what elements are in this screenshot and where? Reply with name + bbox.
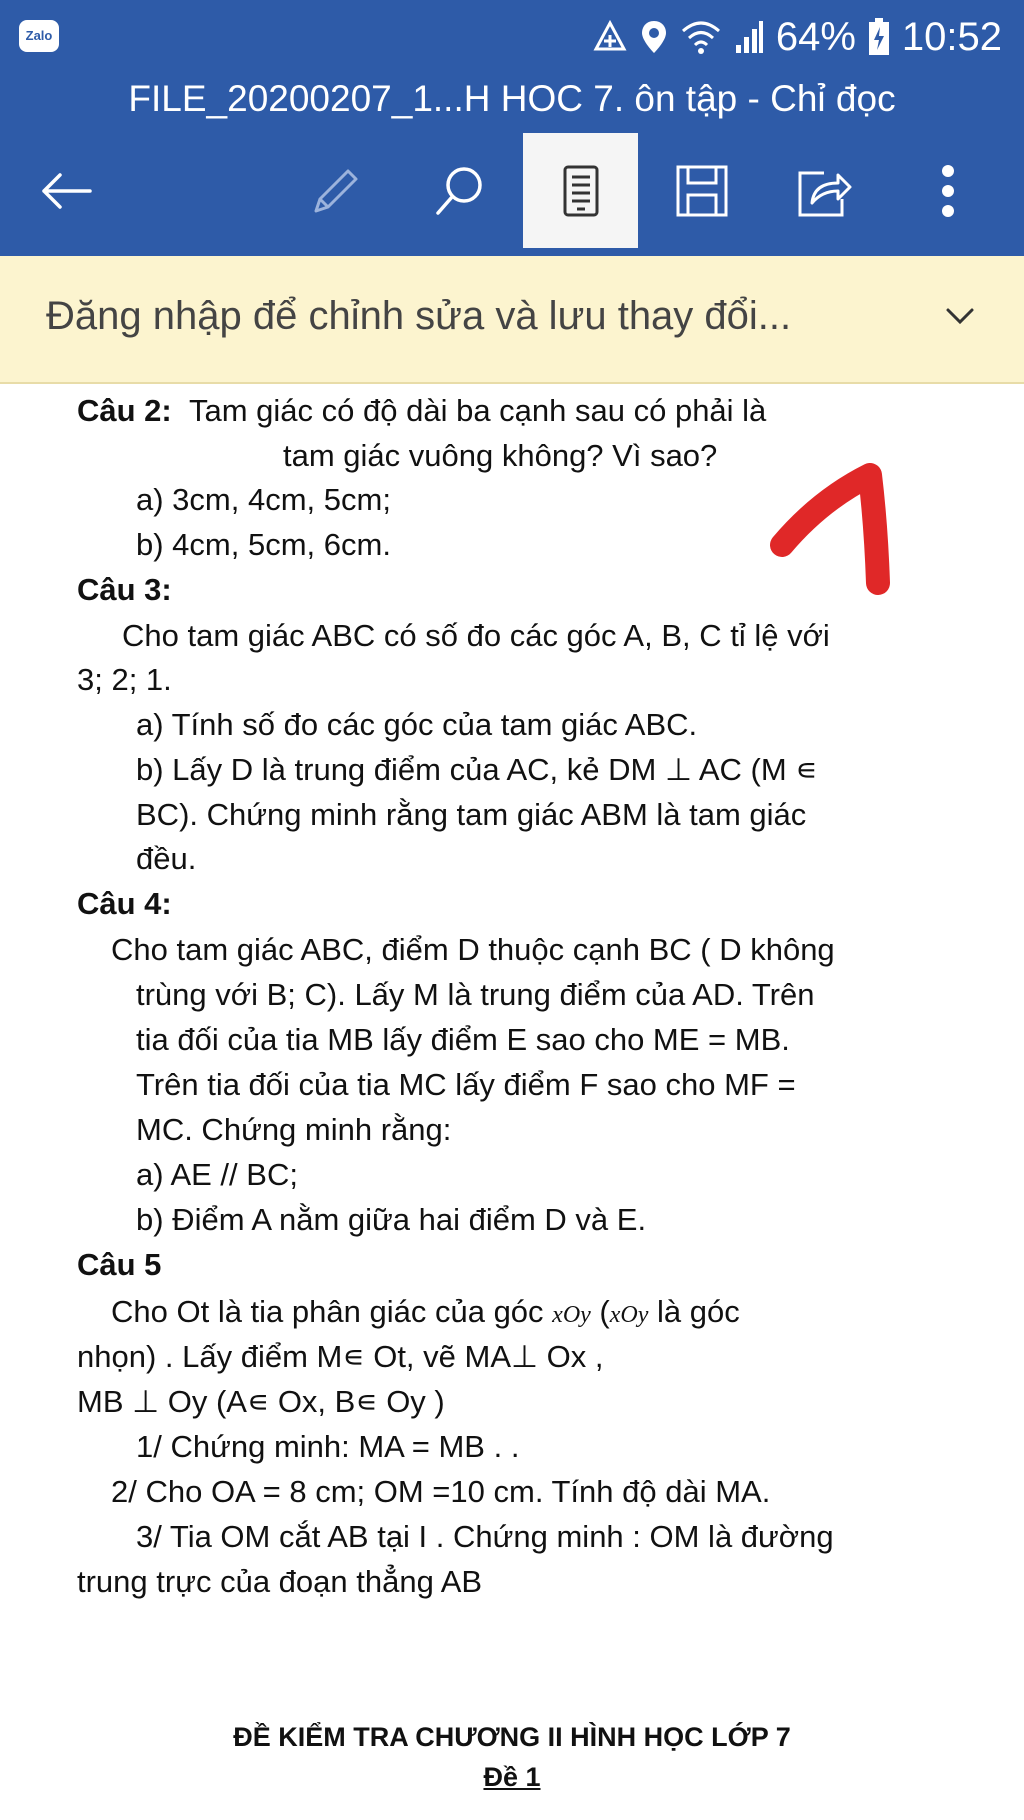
q4-line5: MC. Chứng minh rằng: [136,1112,452,1147]
q2-line1 [77,391,766,431]
q5-angle-2: xOy [609,1302,649,1328]
search-icon [432,163,488,219]
q5-part3a: 3/ Tia OM cắt AB tại I . Chứng minh : OM là đường [136,1519,834,1554]
zalo-notification-icon: Zalo [19,20,59,52]
q5-part1: 1/ Chứng minh: MA = MB . . [136,1429,520,1464]
q4-line3: tia đối của tia MB lấy điểm E sao cho ME = MB. [136,1022,790,1057]
q4-line4: Trên tia đối của tia MC lấy điểm F sao cho MF = [136,1067,796,1102]
q3-line1: Cho tam giác ABC có số đo các góc A, B, C tỉ lệ với [122,618,830,653]
location-icon [640,19,668,55]
wifi-icon [680,19,722,55]
save-button[interactable] [644,133,759,248]
data-saver-icon [592,19,628,55]
arrow-left-icon [38,171,94,211]
q5-line1-a: Cho Ot là tia phân giác của góc [111,1294,553,1329]
document-title: FILE_20200207_1...H HOC 7. ôn tập - Chỉ đọc [128,78,896,119]
q2-text: Tam giác có độ dài ba cạnh sau có phải là [188,393,767,428]
sign-in-banner[interactable] [0,256,1024,384]
q3-option-b3: đều. [136,841,197,876]
pencil-icon [308,163,364,219]
q2-line2: tam giác vuông không? Vì sao? [283,438,718,473]
footer-subtitle: Đề 1 [483,1762,541,1792]
share-button[interactable] [766,133,881,248]
app-bar [0,0,1024,256]
toolbar [0,133,1024,248]
q4-option-a: a) AE // BC; [136,1157,298,1192]
q3-label: Câu 3: [77,572,172,607]
q5-part2: 2/ Cho OA = 8 cm; OM =10 cm. Tính độ dài MA. [111,1474,771,1509]
more-vert-icon [940,163,956,219]
q3-line2: 3; 2; 1. [77,662,172,697]
banner-text: Đăng nhập để chỉnh sửa và lưu thay đổi... [46,294,792,338]
q5-line3: MB ⊥ Oy (A∊ Ox, B∊ Oy ) [77,1384,445,1419]
battery-percent: 64% [775,14,856,59]
q5-angle-1: xOy [552,1302,591,1328]
handwritten-number-annotation [760,455,910,605]
q4-option-b: b) Điểm A nằm giữa hai điểm D và E. [136,1202,647,1237]
q5-label: Câu 5 [77,1247,162,1282]
q5-line2: nhọn) . Lấy điểm M∊ Ot, vẽ MA⊥ Ox , [77,1339,604,1374]
more-options-button[interactable] [890,133,1005,248]
q4-label: Câu 4: [77,886,172,921]
q3-option-b1: b) Lấy D là trung điểm của AC, kẻ DM ⊥ AC (M ∊ [136,752,818,787]
q3-option-b2: BC). Chứng minh rằng tam giác ABM là tam giác [136,797,807,832]
q5-line1-b: ( [590,1294,610,1329]
share-icon [794,163,854,219]
reading-view-icon [561,163,601,219]
status-icons [592,10,1002,64]
q4-line1: Cho tam giác ABC, điểm D thuộc cạnh BC ( D không [111,932,835,967]
search-button[interactable] [402,133,517,248]
reading-view-button[interactable] [523,133,638,248]
footer-title: ĐỀ KIỂM TRA CHƯƠNG II HÌNH HỌC LỚP 7 [233,1722,791,1752]
q5-line1-c: là góc [648,1294,740,1329]
q2-option-b: b) 4cm, 5cm, 6cm. [136,527,391,562]
save-icon [674,163,730,219]
clock: 10:52 [901,14,1002,59]
chevron-down-icon[interactable] [942,298,978,334]
back-button[interactable] [8,133,123,248]
signal-icon [734,19,764,55]
q3-option-a: a) Tính số đo các góc của tam giác ABC. [136,707,698,742]
q2-option-a: a) 3cm, 4cm, 5cm; [136,482,391,517]
q5-line1 [111,1292,740,1335]
edit-button[interactable] [278,133,393,248]
battery-charging-icon [868,18,890,56]
status-bar [0,0,1024,74]
q5-part3b: trung trực của đoạn thẳng AB [77,1564,483,1599]
q4-line2: trùng với B; C). Lấy M là trung điểm của AD. Trên [136,977,815,1012]
q2-label: Câu 2: [77,393,172,428]
